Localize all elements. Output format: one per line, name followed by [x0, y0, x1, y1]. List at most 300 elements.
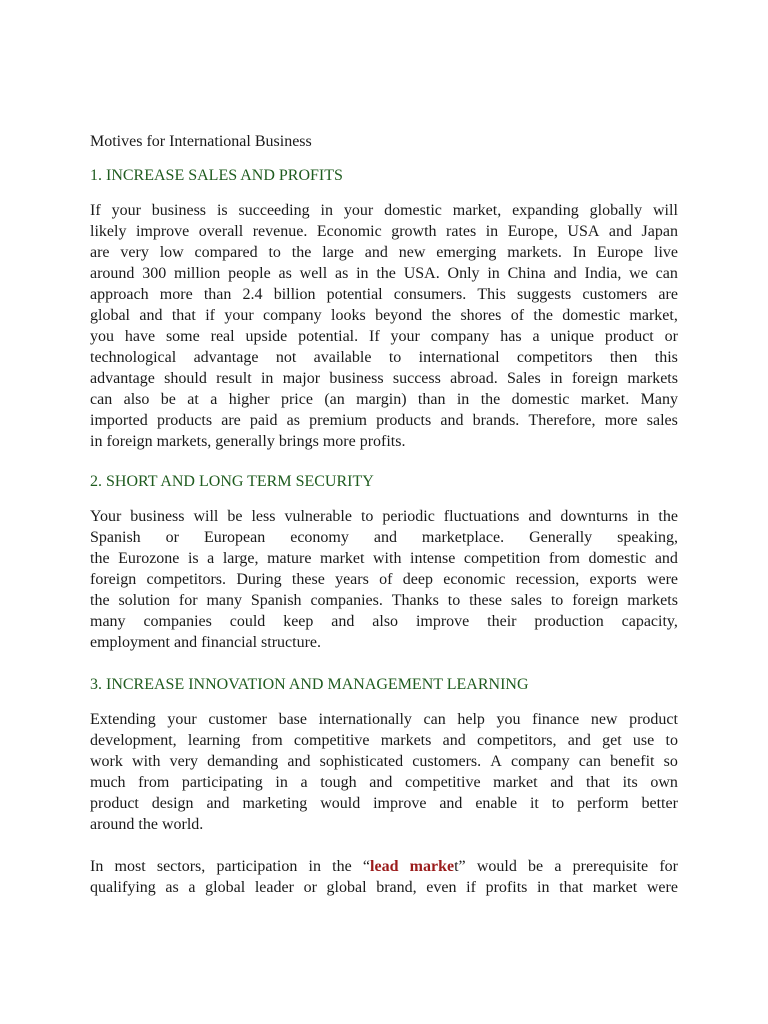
word: higher — [228, 391, 270, 408]
word: if — [466, 879, 476, 896]
section-paragraph-3 — [90, 709, 678, 835]
word: base — [278, 711, 308, 728]
word: downturns — [560, 508, 628, 525]
word: can — [423, 711, 446, 728]
word: of — [510, 307, 525, 324]
word: fluctuations — [443, 508, 520, 525]
word: foreign — [90, 571, 137, 588]
word: Europe, — [507, 223, 558, 240]
word: be — [160, 391, 176, 408]
word: in — [356, 265, 369, 282]
word: international — [418, 349, 500, 366]
word: learning — [187, 732, 241, 749]
word: and — [567, 732, 591, 749]
word: then — [609, 349, 638, 366]
word: work — [90, 753, 123, 770]
word: compared — [194, 244, 258, 261]
word: the — [291, 244, 312, 261]
word: approach — [90, 286, 149, 303]
section-paragraph-2 — [90, 506, 678, 653]
word: market, — [452, 202, 502, 219]
word: profits — [485, 879, 528, 896]
word: is — [187, 550, 199, 567]
word: suggests — [516, 286, 572, 303]
word: live — [654, 244, 678, 261]
word: customers. — [412, 753, 482, 770]
word: marketplace. — [421, 529, 505, 546]
word: competition — [463, 550, 541, 567]
word: business — [151, 202, 207, 219]
word: your — [111, 202, 141, 219]
word: growth — [391, 223, 437, 240]
word: as — [286, 412, 300, 429]
word: the — [431, 307, 452, 324]
paragraph-line: around the world. — [90, 816, 204, 833]
word: markets — [380, 732, 432, 749]
word: emerging — [436, 244, 497, 261]
word: company — [263, 307, 322, 324]
word: Sales — [506, 370, 541, 387]
word: the — [480, 391, 501, 408]
word: (an — [324, 391, 345, 408]
word: overall — [198, 223, 244, 240]
word: around — [90, 265, 135, 282]
word: brands. — [472, 412, 520, 429]
word: recession, — [515, 571, 580, 588]
word: in — [260, 370, 274, 387]
word: and — [608, 223, 633, 240]
paragraph-line — [90, 263, 678, 284]
word: in — [320, 202, 333, 219]
word: in — [275, 774, 288, 791]
word: customer — [208, 711, 267, 728]
paragraph-line — [90, 730, 678, 751]
word: intense — [410, 550, 456, 567]
word: has — [500, 328, 522, 345]
word: at — [187, 391, 199, 408]
word: companies — [143, 613, 212, 630]
paragraph-line — [90, 877, 678, 898]
word: potential — [326, 286, 383, 303]
word: product — [629, 711, 678, 728]
word: Europe — [596, 244, 644, 261]
word: deep — [402, 571, 433, 588]
word: sales — [646, 412, 678, 429]
word: speaking, — [617, 529, 678, 546]
word: 300 — [142, 265, 167, 282]
word: as — [278, 265, 292, 282]
word: result — [216, 370, 252, 387]
word: so — [663, 753, 678, 770]
word: very — [120, 244, 149, 261]
word: major — [282, 370, 321, 387]
word: capacity, — [621, 613, 678, 630]
word: improve — [135, 223, 190, 240]
word: were — [646, 879, 678, 896]
word: in — [485, 223, 499, 240]
word: for — [178, 592, 198, 609]
paragraph-line — [90, 709, 678, 730]
word: Thanks — [391, 592, 439, 609]
word: in — [550, 370, 563, 387]
word: should — [164, 370, 207, 387]
word: domestic — [384, 202, 442, 219]
word: revenue. — [252, 223, 308, 240]
word: to — [388, 349, 402, 366]
word: and — [439, 795, 463, 812]
word: that — [559, 879, 584, 896]
word: even — [426, 879, 457, 896]
word: would — [320, 795, 361, 812]
word: the — [90, 550, 110, 567]
word: can — [655, 265, 678, 282]
word: technological — [90, 349, 177, 366]
word: million — [174, 265, 221, 282]
word: If — [90, 202, 101, 219]
word: marketing — [242, 795, 308, 812]
word: in — [456, 391, 470, 408]
word: markets — [627, 370, 678, 387]
word: not — [275, 349, 297, 366]
word: and — [528, 508, 552, 525]
word: competitors, — [476, 732, 557, 749]
word: Extending — [90, 711, 156, 728]
word: sales — [510, 592, 542, 609]
word: to — [665, 732, 678, 749]
word: rates — [446, 223, 477, 240]
word: If — [368, 328, 380, 345]
paragraph-line: employment and financial structure. — [90, 634, 322, 651]
word: domestic — [562, 307, 621, 324]
word: a — [210, 391, 218, 408]
word: During — [236, 571, 282, 588]
word: many — [90, 613, 126, 630]
word: very — [169, 753, 199, 770]
section-heading-1: 1. INCREASE SALES AND PROFITS — [90, 167, 343, 184]
word: help — [457, 711, 485, 728]
word: well — [299, 265, 328, 282]
word: internationally — [318, 711, 412, 728]
word: beyond — [375, 307, 423, 324]
paragraph-line — [90, 590, 678, 611]
section-paragraph-1 — [90, 200, 678, 452]
word: large, — [222, 550, 259, 567]
word: economic — [443, 571, 506, 588]
word: participating — [181, 774, 263, 791]
word: this — [654, 349, 678, 366]
word: more — [604, 412, 638, 429]
word: market — [592, 879, 638, 896]
paragraph-line — [90, 221, 678, 242]
word: success — [392, 370, 441, 387]
word: that — [585, 774, 610, 791]
word: get — [602, 732, 622, 749]
word: if — [205, 307, 215, 324]
word: and — [364, 244, 388, 261]
word: that — [171, 307, 196, 324]
word: some — [165, 328, 200, 345]
word: business — [130, 508, 185, 525]
text-run: In most sectors, participation in the “ — [90, 858, 371, 875]
word: Your — [90, 508, 122, 525]
word: company — [430, 328, 490, 345]
paragraph-line — [90, 242, 678, 263]
word: vulnerable — [284, 508, 352, 525]
word: or — [165, 529, 179, 546]
word: finance — [532, 711, 580, 728]
word: products — [156, 412, 213, 429]
word: expanding — [512, 202, 579, 219]
word: market — [493, 774, 538, 791]
word: much — [90, 774, 126, 791]
word: periodic — [382, 508, 435, 525]
word: demanding — [207, 753, 279, 770]
word: these — [469, 592, 502, 609]
word: people — [228, 265, 271, 282]
word: we — [629, 265, 648, 282]
word: competitors — [516, 349, 593, 366]
word: your — [343, 202, 374, 219]
word: available — [313, 349, 372, 366]
word: in — [636, 508, 650, 525]
word: in — [487, 265, 500, 282]
word: than — [203, 286, 232, 303]
word: and — [331, 613, 355, 630]
word: will — [193, 508, 219, 525]
word: to — [551, 795, 565, 812]
word: better — [641, 795, 678, 812]
paragraph-line — [90, 569, 678, 590]
word: also — [372, 613, 399, 630]
word: own — [650, 774, 678, 791]
word: competitive — [293, 732, 370, 749]
word: a — [300, 774, 308, 791]
word: competitive — [405, 774, 481, 791]
word: of — [379, 571, 393, 588]
word: you — [90, 328, 114, 345]
word: likely — [90, 223, 127, 240]
word: Only — [447, 265, 480, 282]
word: were — [646, 571, 678, 588]
word: development, — [90, 732, 177, 749]
paragraph-line — [90, 772, 678, 793]
word: enable — [475, 795, 518, 812]
word: a — [207, 550, 215, 567]
word: in — [537, 879, 550, 896]
word: a — [532, 328, 540, 345]
word: you — [496, 711, 521, 728]
word: can — [578, 753, 601, 770]
word: its — [622, 774, 638, 791]
word: abroad. — [450, 370, 498, 387]
word: with — [132, 753, 161, 770]
word: markets. — [507, 244, 562, 261]
word: global — [90, 307, 130, 324]
word: European — [203, 529, 266, 546]
word: business — [329, 370, 384, 387]
paragraph-line — [90, 548, 678, 569]
word: benefit — [610, 753, 655, 770]
word: new — [398, 244, 426, 261]
word: domestic — [588, 550, 647, 567]
word: and — [440, 412, 464, 429]
word: can — [90, 391, 113, 408]
word: Economic — [316, 223, 382, 240]
word: be — [227, 508, 243, 525]
word: product — [604, 328, 654, 345]
word: the — [90, 592, 110, 609]
word: potential. — [298, 328, 359, 345]
word: new — [590, 711, 618, 728]
word: your — [167, 711, 197, 728]
word: company — [510, 753, 570, 770]
word: and — [442, 732, 466, 749]
word: the — [376, 265, 396, 282]
word: 2.4 — [242, 286, 263, 303]
paragraph-line — [90, 200, 678, 221]
document-title: Motives for International Business — [90, 133, 312, 150]
word: is — [216, 202, 228, 219]
word: tough — [320, 774, 357, 791]
paragraph-line — [90, 284, 678, 305]
paragraph-line — [90, 751, 678, 772]
word: as — [165, 879, 179, 896]
word: paid — [249, 412, 278, 429]
word: are — [221, 412, 241, 429]
word: it — [529, 795, 539, 812]
word: mature — [267, 550, 312, 567]
paragraph-line — [90, 347, 678, 368]
word: many — [206, 592, 242, 609]
word: with — [373, 550, 402, 567]
word: your — [390, 328, 420, 345]
word: improve — [415, 613, 470, 630]
paragraph-line — [90, 506, 678, 527]
word: India, — [584, 265, 622, 282]
word: less — [251, 508, 276, 525]
word: Japan — [641, 223, 678, 240]
word: Generally — [529, 529, 593, 546]
word: or — [664, 328, 678, 345]
word: their — [487, 613, 517, 630]
word: product — [90, 795, 139, 812]
word: from — [138, 774, 170, 791]
paragraph-line — [90, 305, 678, 326]
word: In — [572, 244, 587, 261]
paragraph-line — [90, 389, 678, 410]
word: leader — [254, 879, 294, 896]
word: foreign — [572, 592, 619, 609]
paragraph-line — [90, 856, 678, 877]
word: unique — [550, 328, 594, 345]
word: USA — [567, 223, 600, 240]
word: domestic — [511, 391, 570, 408]
word: and — [287, 753, 311, 770]
text-run: t” would be a prerequisite for — [454, 858, 679, 875]
word: USA. — [403, 265, 440, 282]
word: as — [334, 265, 349, 282]
word: market — [320, 550, 365, 567]
word: Spanish — [250, 592, 302, 609]
word: price — [280, 391, 313, 408]
word: keep — [283, 613, 314, 630]
word: solution — [118, 592, 170, 609]
word: products — [376, 412, 432, 429]
word: Therefore, — [528, 412, 596, 429]
word: market. — [580, 391, 630, 408]
word: your — [224, 307, 254, 324]
word: imported — [90, 412, 148, 429]
word: looks — [331, 307, 366, 324]
word: brand, — [376, 879, 417, 896]
word: and — [550, 774, 574, 791]
paragraph-line — [90, 368, 678, 389]
word: A — [490, 753, 502, 770]
word: these — [291, 571, 325, 588]
word: improve — [373, 795, 427, 812]
word: succeeding — [238, 202, 310, 219]
paragraph-line — [90, 793, 678, 814]
word: the — [533, 307, 553, 324]
lead-market-paragraph — [90, 856, 678, 898]
section-heading-2: 2. SHORT AND LONG TERM SECURITY — [90, 473, 374, 490]
word: than — [417, 391, 446, 408]
word: China — [507, 265, 546, 282]
word: a — [188, 879, 196, 896]
word: This — [477, 286, 506, 303]
word: Spanish — [90, 529, 141, 546]
word: margin) — [356, 391, 407, 408]
word: will — [653, 202, 678, 219]
word: markets — [627, 592, 678, 609]
word: competitors. — [146, 571, 227, 588]
word: and — [553, 265, 577, 282]
section-heading-3: 3. INCREASE INNOVATION AND MANAGEMENT LEARNING — [90, 676, 529, 693]
word: globally — [589, 202, 643, 219]
word: are — [90, 244, 110, 261]
word: global — [205, 879, 246, 896]
word: to — [447, 592, 461, 609]
word: sophisticated — [319, 753, 404, 770]
word: have — [124, 328, 156, 345]
word: and — [654, 550, 678, 567]
word: perform — [577, 795, 629, 812]
paragraph-line — [90, 326, 678, 347]
word: advantage — [90, 370, 155, 387]
word: production — [534, 613, 604, 630]
word: companies. — [310, 592, 383, 609]
word: advantage — [193, 349, 259, 366]
paragraph-line — [90, 527, 678, 548]
word: large — [322, 244, 354, 261]
word: real — [210, 328, 235, 345]
word: also — [123, 391, 150, 408]
word: to — [268, 244, 281, 261]
word: billion — [273, 286, 316, 303]
word: to — [550, 592, 564, 609]
word: economy — [290, 529, 349, 546]
word: Many — [640, 391, 678, 408]
word: to — [360, 508, 374, 525]
word: use — [632, 732, 655, 749]
word: and — [206, 795, 230, 812]
word: exports — [589, 571, 637, 588]
word: or — [303, 879, 317, 896]
word: from — [251, 732, 283, 749]
word: are — [658, 286, 678, 303]
word: design — [151, 795, 194, 812]
word: and — [139, 307, 163, 324]
